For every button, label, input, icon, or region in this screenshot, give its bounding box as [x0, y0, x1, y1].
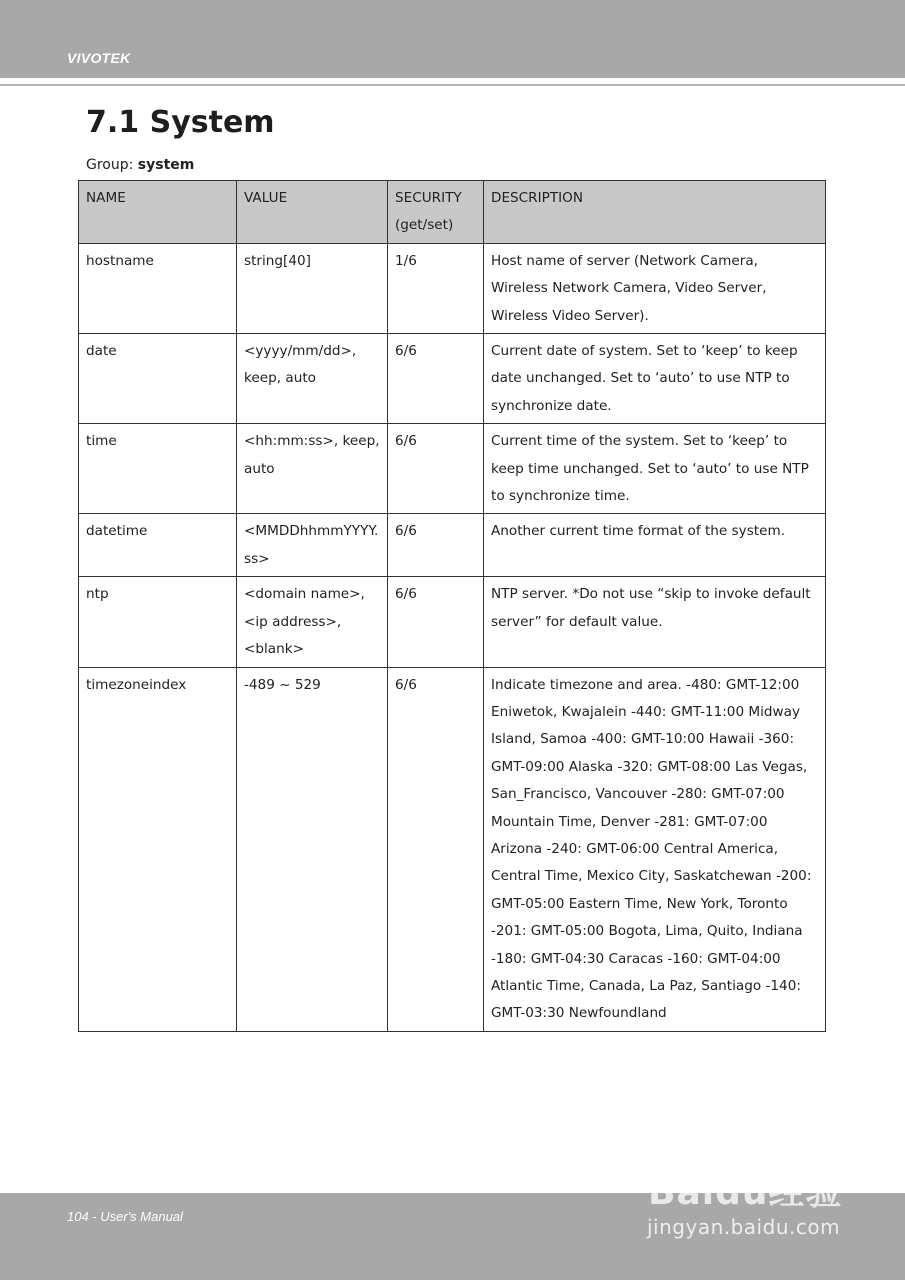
- group-label: Group:: [86, 157, 134, 173]
- cell-security: 1/6: [388, 243, 484, 333]
- parameter-table: [78, 180, 826, 1032]
- page-footer: 104 - User's Manual: [67, 1209, 183, 1224]
- cell-name: time: [79, 424, 237, 514]
- table-row: [79, 667, 826, 1031]
- column-header-name: NAME: [79, 181, 237, 244]
- table-header-row: [79, 181, 826, 244]
- cell-description: Current time of the system. Set to ‘keep’ to keep time unchanged. Set to ‘auto’ to use NTP to synchronize time.: [484, 424, 826, 514]
- cell-value: <MMDDhhmmYYYY.ss>: [237, 514, 388, 577]
- cell-security: 6/6: [388, 667, 484, 1031]
- group-line: [86, 157, 194, 173]
- cell-description: Host name of server (Network Camera, Wireless Network Camera, Video Server, Wireless Video Server).: [484, 243, 826, 333]
- cell-security: 6/6: [388, 424, 484, 514]
- column-header-security: SECURITY (get/set): [388, 181, 484, 244]
- cell-name: hostname: [79, 243, 237, 333]
- cell-value: <domain name>, <ip address>, <blank>: [237, 577, 388, 667]
- table-row: [79, 243, 826, 333]
- cell-security: 6/6: [388, 334, 484, 424]
- table-row: [79, 577, 826, 667]
- group-value: system: [137, 157, 195, 173]
- table-row: [79, 514, 826, 577]
- header-divider: [0, 84, 905, 86]
- cell-name: date: [79, 334, 237, 424]
- brand-logo: VIVOTEK: [67, 50, 131, 66]
- cell-description: Current date of system. Set to ‘keep’ to keep date unchanged. Set to ‘auto’ to use NTP to synchronize date.: [484, 334, 826, 424]
- watermark-logo-text: Baidu经验: [648, 1172, 843, 1213]
- column-header-description: DESCRIPTION: [484, 181, 826, 244]
- watermark-url: jingyan.baidu.com: [647, 1215, 841, 1239]
- cell-name: datetime: [79, 514, 237, 577]
- table-row: [79, 334, 826, 424]
- header-band: [0, 0, 905, 78]
- cell-value: string[40]: [237, 243, 388, 333]
- cell-name: ntp: [79, 577, 237, 667]
- cell-value: <hh:mm:ss>, keep, auto: [237, 424, 388, 514]
- cell-name: timezoneindex: [79, 667, 237, 1031]
- cell-value: -489 ~ 529: [237, 667, 388, 1031]
- cell-security: 6/6: [388, 514, 484, 577]
- cell-description: Another current time format of the system.: [484, 514, 826, 577]
- cell-value: <yyyy/mm/dd>, keep, auto: [237, 334, 388, 424]
- table-row: [79, 424, 826, 514]
- cell-description: Indicate timezone and area. -480: GMT-12:00 Eniwetok, Kwajalein -440: GMT-11:00 Midway Island, Samoa -400: GMT-10:00 Hawaii -360: GMT-09:00 Alaska -320: GMT-08:00 Las Vegas, San_Francisco, Vancouver -280: GMT-07:00 Mountain Time, Denver -281: GMT-07:00 Arizona -240: GMT-06:00 Central America, Central Time, Mexico City, Saskatchewan -200: GMT-05:00 Eastern Time, New York, Toronto -201: GMT-05:00 Bogota, Lima, Quito, Indiana -180: GMT-04:30 Caracas -160: GMT-04:00 Atlantic Time, Canada, La Paz, Santiago -140: GMT-03:30 Newfoundland: [484, 667, 826, 1031]
- cell-security: 6/6: [388, 577, 484, 667]
- column-header-value: VALUE: [237, 181, 388, 244]
- cell-description: NTP server. *Do not use “skip to invoke default server” for default value.: [484, 577, 826, 667]
- section-title: 7.1 System: [86, 105, 275, 140]
